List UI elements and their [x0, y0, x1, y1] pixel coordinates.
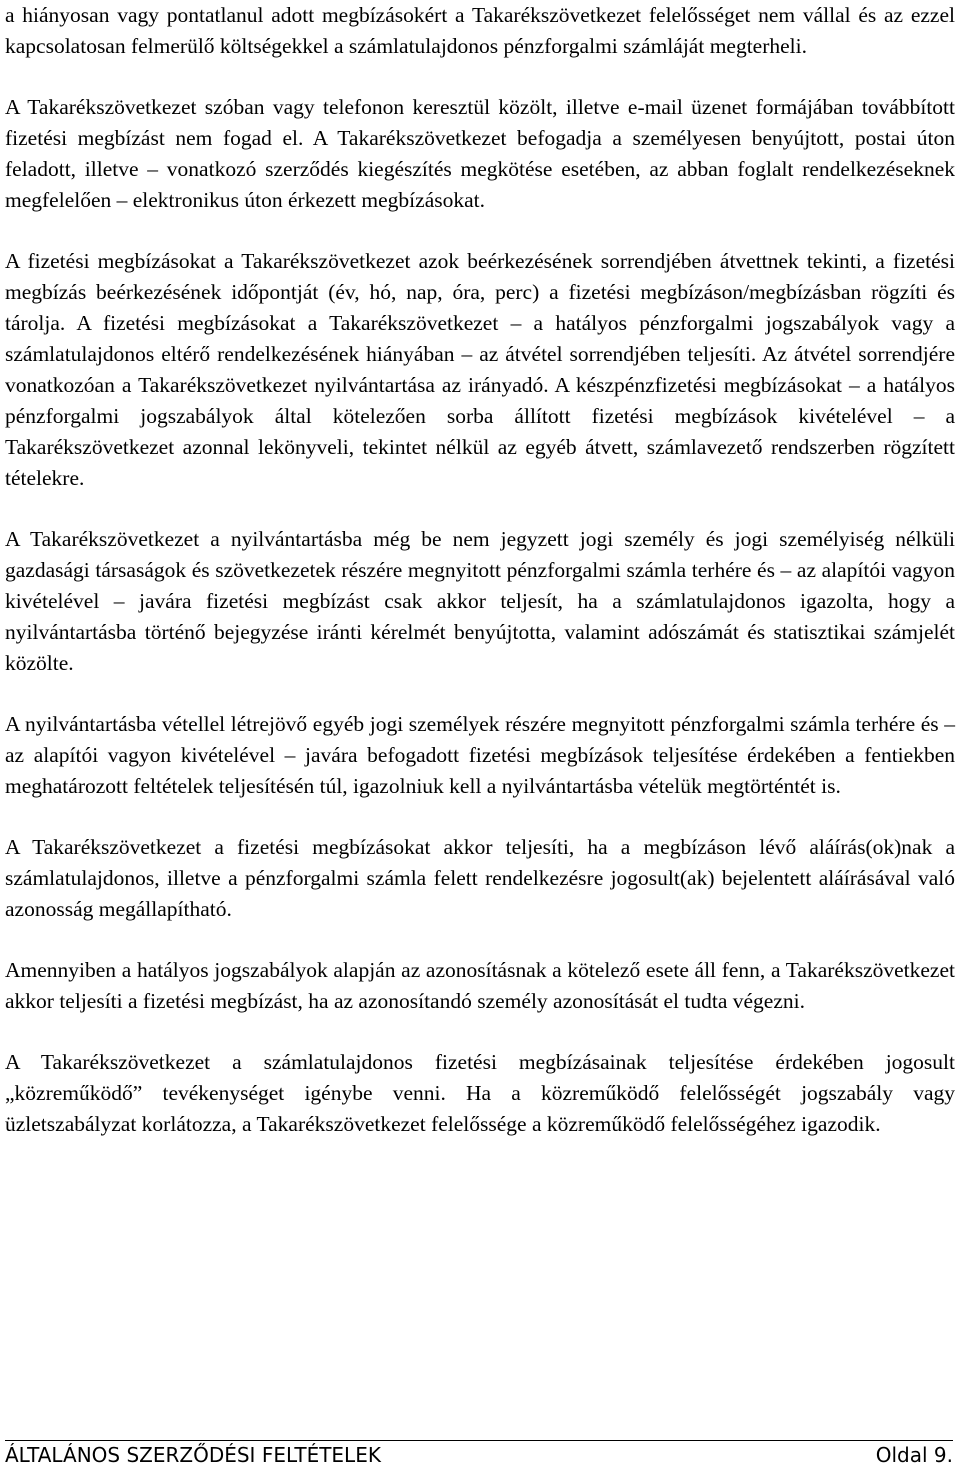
page-footer	[5, 1440, 953, 1469]
page-number: Oldal 9.	[875, 1443, 953, 1467]
paragraph: A Takarékszövetkezet a nyilvántartásba még be nem jegyzett jogi személy és jogi személyiség nélküli gazdasági társaságok és szövetkezetek részére megnyitott pénzforgalmi számla terhére és – az alapítói vagyon kivételével – javára fizetési megbízást csak akkor teljesít, ha a számlatulajdonos igazolta, hogy a nyilvántartásba történő bejegyzése iránti kérelmét benyújtotta, valamint adószámát és statisztikai számjelét közölte.	[5, 527, 955, 675]
paragraph: Amennyiben a hatályos jogszabályok alapján az azonosításnak a kötelező esete áll fenn, a Takarékszövetkezet akkor teljesíti a fizetési megbízást, ha az azonosítandó személy azonosítását el tudta végezni.	[5, 958, 955, 1013]
footer-title: ÁLTALÁNOS SZERZŐDÉSI FELTÉTELEK	[5, 1443, 381, 1467]
paragraph: A Takarékszövetkezet szóban vagy telefonon keresztül közölt, illetve e-mail üzenet formájában továbbított fizetési megbízást nem fogad el. A Takarékszövetkezet befogadja a személyesen benyújtott, postai úton feladott, illetve – vonatkozó szerződés kiegészítés megkötése esetében, az abban foglalt rendelkezéseknek megfelelően – elektronikus úton érkezett megbízásokat.	[5, 95, 955, 212]
paragraph: A Takarékszövetkezet a számlatulajdonos fizetési megbízásainak teljesítése érdekében jogosult „közreműködő” tevékenységet igénybe venni. Ha a közreműködő felelősségét jogszabály vagy üzletszabályzat korlátozza, a Takarékszövetkezet felelőssége a közreműködő felelősségéhez igazodik.	[5, 1050, 955, 1136]
paragraph: A nyilvántartásba vétellel létrejövő egyéb jogi személyek részére megnyitott pénzforgalmi számla terhére és – az alapítói vagyon kivételével – javára befogadott fizetési megbízások teljesítése érdekében a fentiekben meghatározott feltételek teljesítésén túl, igazolniuk kell a nyilvántartásba vételük megtörténtét is.	[5, 712, 955, 798]
document-body	[5, 0, 955, 1170]
paragraph: A Takarékszövetkezet a fizetési megbízásokat akkor teljesíti, ha a megbízáson lévő aláírás(ok)nak a számlatulajdonos, illetve a pénzforgalmi számla felett rendelkezésre jogosult(ak) bejelentett aláírásával való azonosság megállapítható.	[5, 835, 955, 921]
paragraph: A fizetési megbízásokat a Takarékszövetkezet azok beérkezésének sorrendjében átvettnek tekinti, a fizetési megbízás beérkezésének időpontját (év, hó, nap, óra, perc) a fizetési megbízáson/megbízásban rögzíti és tárolja. A fizetési megbízásokat a Takarékszövetkezet – a hatályos pénzforgalmi jogszabályok vagy a számlatulajdonos eltérő rendelkezésének hiányában – az átvétel sorrendjében teljesíti. Az átvétel sorrendjére vonatkozóan a Takarékszövetkezet nyilvántartása az irányadó. A készpénzfizetési megbízásokat – a hatályos pénzforgalmi jogszabályok által kötelezően sorba állított fizetési megbízások kivételével – a Takarékszövetkezet azonnal lekönyveli, tekintet nélkül az egyéb átvett, számlavezető rendszerben rögzített tételekre.	[5, 249, 955, 490]
paragraph: a hiányosan vagy pontatlanul adott megbízásokért a Takarékszövetkezet felelősséget nem vállal és az ezzel kapcsolatosan felmerülő költségekkel a számlatulajdonos pénzforgalmi számláját megterheli.	[5, 3, 955, 58]
